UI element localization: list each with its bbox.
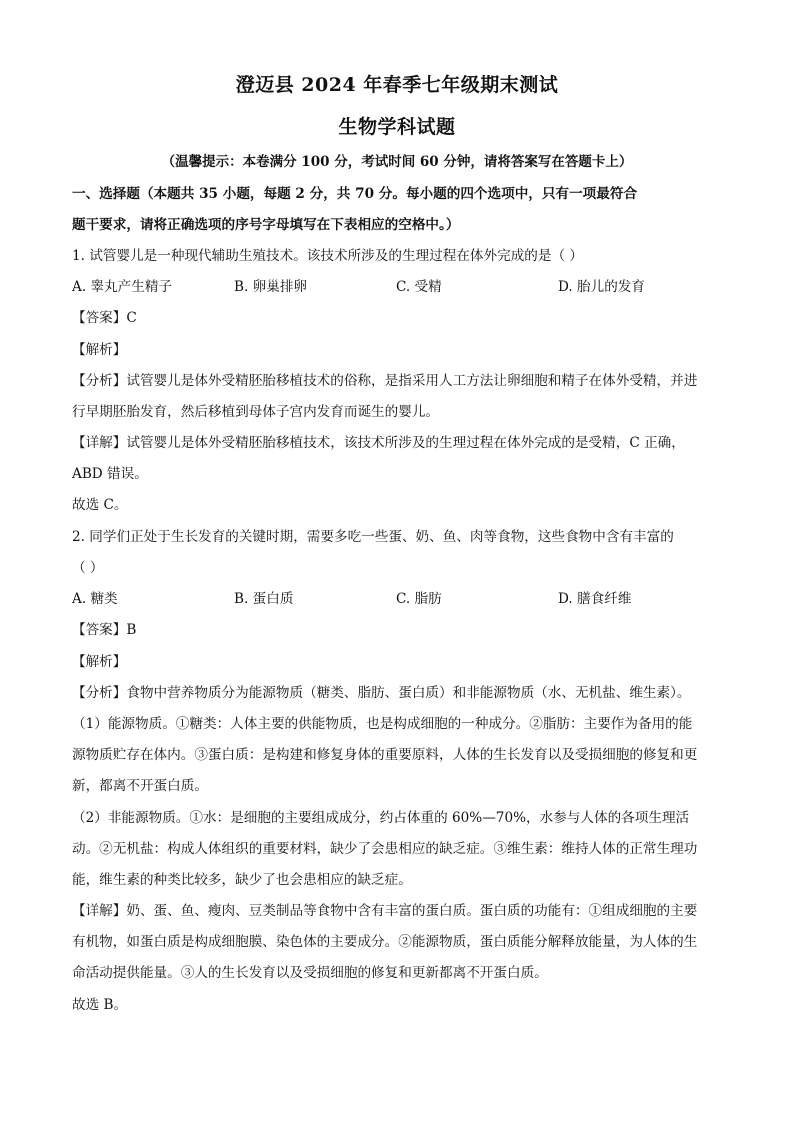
q1-answer: 【答案】C xyxy=(72,310,137,326)
q1-xiangjie-line-2: ABD 错误。 xyxy=(72,466,148,482)
q1-analysis-label: 【解析】 xyxy=(72,342,127,358)
q1-fenxi-line-1: 【分析】试管婴儿是体外受精胚胎移植技术的俗称，是指采用人工方法让卵细胞和精子在体外受精，并进 xyxy=(72,373,698,389)
q2-point1-line-1: （1）能源物质。①糖类：人体主要的供能物质，也是构成细胞的一种成分。②脂肪：主要作为备用的能 xyxy=(72,716,693,732)
q2-xiangjie-line-3: 命活动提供能量。③人的生长发育以及受损细胞的修复和更新都离不开蛋白质。 xyxy=(72,965,548,981)
q2-point1-line-2: 源物质贮存在体内。③蛋白质：是构建和修复身体的重要原料，人体的生长发育以及受损细胞的修复和更 xyxy=(72,747,698,763)
q2-point2-line-2: 动。②无机盐：构成人体组织的重要材料，缺少了会患相应的缺乏症。③维生素：维持人体的正常生理功 xyxy=(72,841,698,857)
q2-stem-line-2: （ ） xyxy=(72,560,104,576)
q2-option-c: C. 脂肪 xyxy=(396,591,442,607)
q1-fenxi-line-2: 行早期胚胎发育，然后移植到母体子宫内发育而诞生的婴儿。 xyxy=(72,404,440,420)
q2-option-b: B. 蛋白质 xyxy=(234,591,294,607)
q2-conclusion: 故选 B。 xyxy=(72,997,128,1013)
q1-conclusion: 故选 C。 xyxy=(72,497,128,513)
q2-analysis-label: 【解析】 xyxy=(72,654,127,670)
q1-option-d: D. 胎儿的发育 xyxy=(558,279,646,295)
q2-fenxi-line-1: 【分析】食物中营养物质分为能源物质（糖类、脂肪、蛋白质）和非能源物质（水、无机盐、维生素）。 xyxy=(72,685,691,701)
q1-stem: 1. 试管婴儿是一种现代辅助生殖技术。该技术所涉及的生理过程在体外完成的是（ ） xyxy=(72,248,583,264)
q1-option-c: C. 受精 xyxy=(396,279,442,295)
q2-answer: 【答案】B xyxy=(72,622,137,638)
exam-notice: （温馨提示：本卷满分 100 分，考试时间 60 分钟，请将答案写在答题卡上） xyxy=(161,154,633,170)
q2-stem-line-1: 2. 同学们正处于生长发育的关键时期，需要多吃一些蛋、奶、鱼、肉等食物，这些食物中含有丰富的 xyxy=(72,529,674,545)
exam-subtitle: 生物学科试题 xyxy=(338,116,456,138)
q1-xiangjie-line-1: 【详解】试管婴儿是体外受精胚胎移植技术，该技术所涉及的生理过程在体外完成的是受精，C 正确， xyxy=(72,435,685,451)
q2-point2-line-1: （2）非能源物质。①水：是细胞的主要组成成分，约占体重的 60%—70%，水参与人体的各项生理活 xyxy=(72,810,690,826)
q2-option-d: D. 膳食纤维 xyxy=(558,591,632,607)
q1-option-b: B. 卵巢排卵 xyxy=(234,279,308,295)
q2-xiangjie-line-2: 有机物，如蛋白质是构成细胞膜、染色体的主要成分。②能源物质，蛋白质能分解释放能量，为人体的生 xyxy=(72,934,698,950)
q1-option-a: A. 睾丸产生精子 xyxy=(72,279,173,295)
section-heading-line-1: 一、选择题（本题共 35 小题，每题 2 分，共 70 分。每小题的四个选项中，只有一项最符合 xyxy=(72,186,638,202)
q2-point2-line-3: 能，维生素的种类比较多，缺少了也会患相应的缺乏症。 xyxy=(72,872,412,888)
q2-xiangjie-line-1: 【详解】奶、蛋、鱼、瘦肉、豆类制品等食物中含有丰富的蛋白质。蛋白质的功能有：①组成细胞的主要 xyxy=(72,903,698,919)
q2-option-a: A. 糖类 xyxy=(72,591,118,607)
exam-title: 澄迈县 2024 年春季七年级期末测试 xyxy=(235,74,559,96)
q2-point1-line-3: 新，都离不开蛋白质。 xyxy=(72,778,208,794)
section-heading-line-2: 题干要求，请将正确选项的序号字母填写在下表相应的空格中。） xyxy=(72,217,460,233)
